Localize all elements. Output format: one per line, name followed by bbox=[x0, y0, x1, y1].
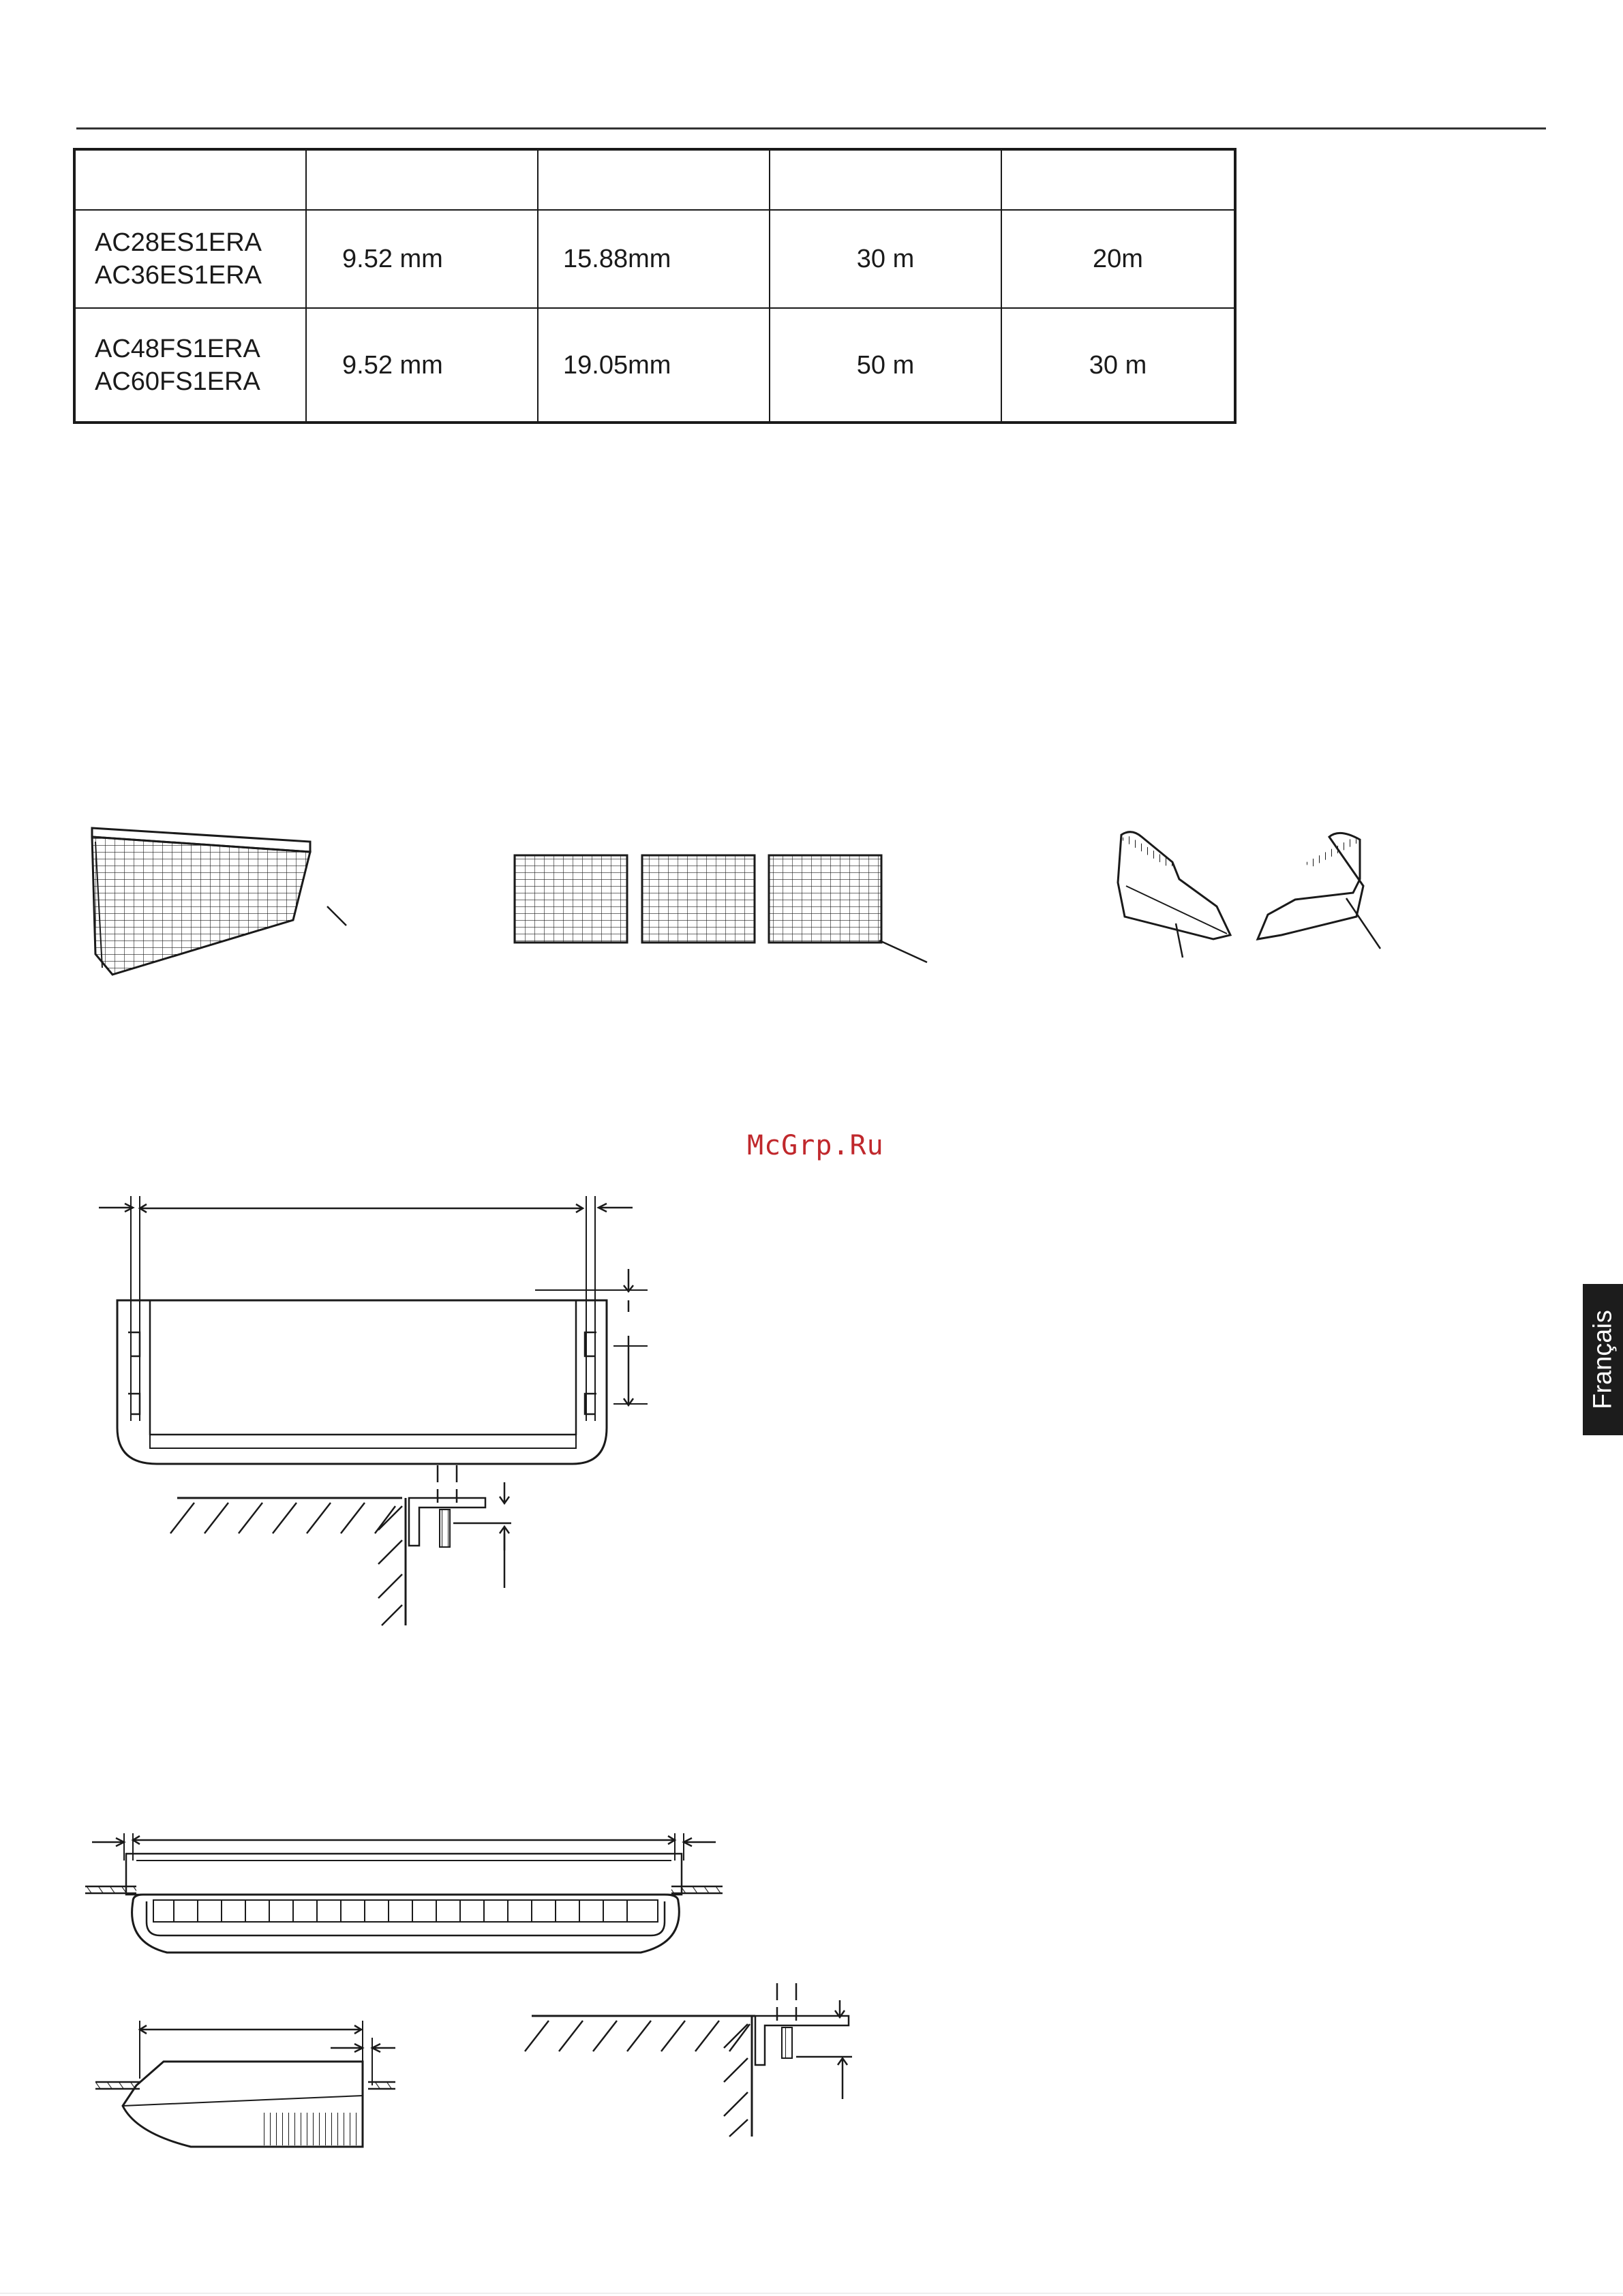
gas-pipe-cell: 19.05mm bbox=[538, 308, 770, 423]
ceiling-mount-side-view bbox=[95, 2021, 395, 2147]
liquid-pipe-cell: 9.52 mm bbox=[306, 210, 538, 308]
model-name: AC60FS1ERA bbox=[95, 367, 260, 396]
wall-mount-front-view bbox=[99, 1196, 648, 1625]
ceiling-mount-front-view bbox=[85, 1833, 723, 1953]
watermark: McGrp.Ru bbox=[747, 1130, 884, 1161]
liquid-pipe-cell: 9.52 mm bbox=[306, 308, 538, 423]
model-name: AC36ES1ERA bbox=[95, 261, 262, 290]
grille-accessory bbox=[92, 828, 346, 975]
footer-rule bbox=[0, 2293, 1623, 2294]
ceiling-bracket-detail bbox=[525, 1983, 852, 2137]
bracket-pair-accessory bbox=[1118, 832, 1380, 958]
model-name: AC48FS1ERA bbox=[95, 334, 260, 363]
language-tab bbox=[1583, 1284, 1623, 1435]
max-length-cell: 50 m bbox=[770, 308, 1001, 423]
max-length-cell: 30 m bbox=[770, 210, 1001, 308]
gas-pipe-cell: 15.88mm bbox=[538, 210, 770, 308]
model-name: AC28ES1ERA bbox=[95, 228, 262, 257]
max-height-cell: 20m bbox=[1001, 210, 1235, 308]
max-height-cell: 30 m bbox=[1001, 308, 1235, 423]
language-label: Français bbox=[1588, 1310, 1617, 1409]
filter-accessory bbox=[515, 855, 927, 962]
